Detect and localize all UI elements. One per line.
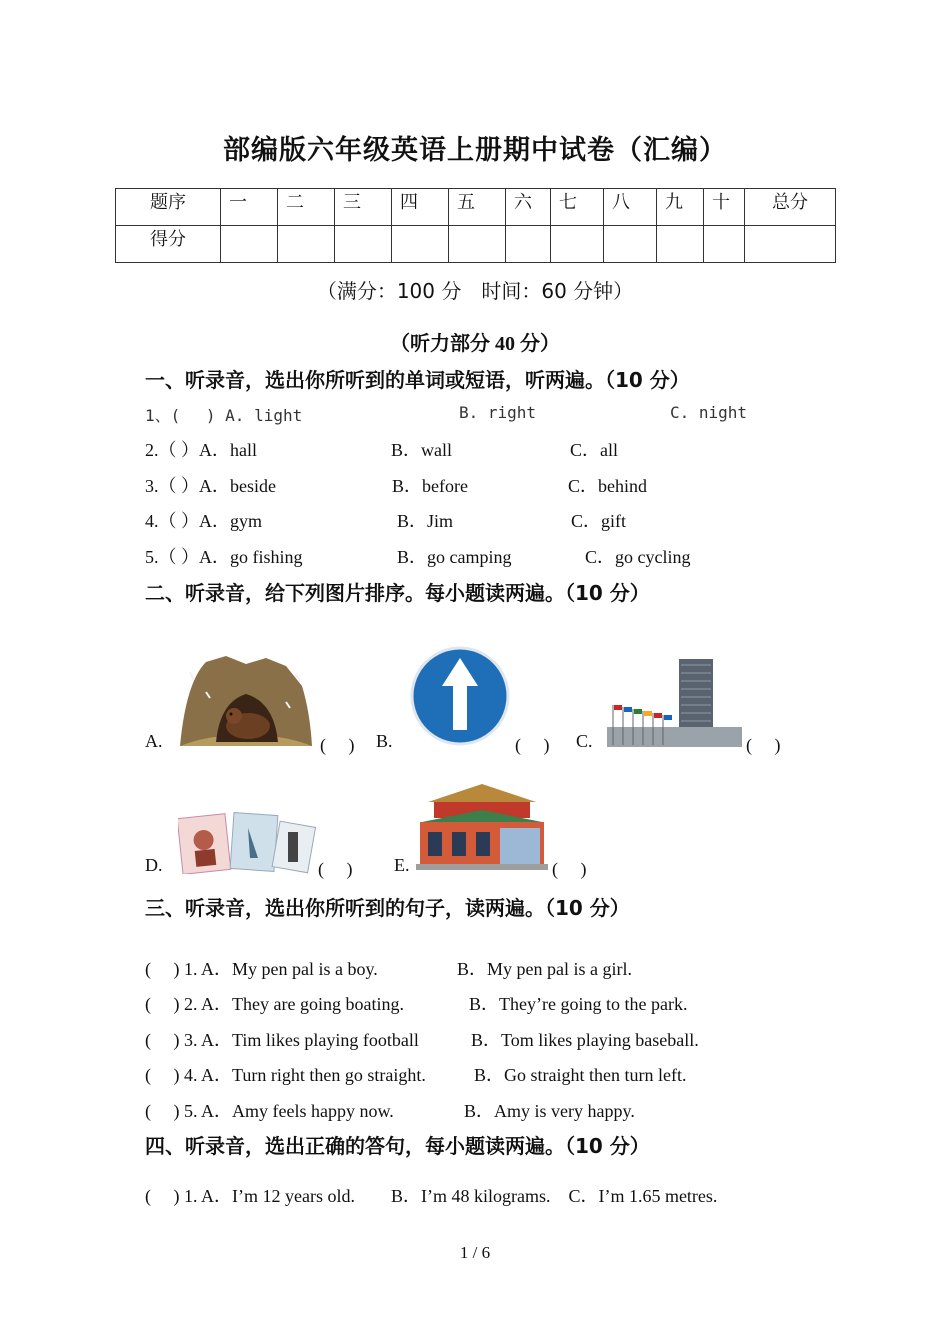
section2-heading: 二、听录音，给下列图片排序。每小题读两遍。（10 分） — [145, 581, 650, 605]
exam-info: （满分：100 分 时间：60 分钟） — [316, 279, 634, 303]
s3-q3-a: ( ) 3. A．Tim likes playing football — [145, 1030, 419, 1050]
score-input-cell[interactable] — [657, 226, 704, 263]
s4-q1: ( ) 1. A．I’m 12 years old. B．I’m 48 kilograms. C．I’m 1.65 metres. — [145, 1186, 718, 1206]
s1-q4-b: B．Jim — [397, 511, 454, 531]
page-number: 1 / 6 — [459, 1243, 491, 1262]
bear-cave-image — [176, 652, 316, 748]
blank-c[interactable]: ( ) — [746, 735, 781, 755]
score-table — [115, 188, 836, 263]
s3-q5-b: B．Amy is very happy. — [464, 1101, 635, 1121]
s1-q5-a: 5.（ ）A．go fishing — [145, 547, 303, 567]
score-input-cell[interactable] — [604, 226, 657, 263]
section1-heading: 一、听录音，选出你所听到的单词或短语，听两遍。（10 分） — [145, 368, 690, 392]
pic-label-d: D. — [145, 855, 163, 875]
chinatown-buildings-image — [416, 780, 548, 870]
score-table-header-row — [116, 189, 836, 226]
score-cell: 十 — [704, 189, 745, 226]
s3-q2-a: ( ) 2. A．They are going boating. — [145, 994, 404, 1014]
score-input-cell[interactable] — [551, 226, 604, 263]
score-row-label: 得分 — [116, 226, 221, 263]
blank-b[interactable]: ( ) — [515, 735, 550, 755]
pic-label-e: E. — [394, 855, 410, 875]
score-cell: 四 — [392, 189, 449, 226]
s1-q3-a: 3.（ ）A．beside — [145, 476, 276, 496]
s1-q2-a: 2.（ ）A．hall — [145, 440, 257, 460]
score-cell: 五 — [449, 189, 506, 226]
score-cell: 二 — [278, 189, 335, 226]
score-input-cell[interactable] — [449, 226, 506, 263]
score-cell: 九 — [657, 189, 704, 226]
score-input-cell[interactable] — [221, 226, 278, 263]
s3-q4-b: B．Go straight then turn left. — [474, 1065, 687, 1085]
score-input-cell[interactable] — [392, 226, 449, 263]
score-input-cell[interactable] — [335, 226, 392, 263]
pic-label-a: A. — [145, 731, 163, 751]
s3-q4-a: ( ) 4. A．Turn right then go straight. — [145, 1065, 426, 1085]
section3-heading: 三、听录音，选出你所听到的句子，读两遍。（10 分） — [145, 896, 630, 920]
section4-heading: 四、听录音，选出正确的答句，每小题读两遍。（10 分） — [145, 1134, 650, 1158]
s1-q3-b: B．before — [392, 476, 468, 496]
score-cell: 六 — [506, 189, 551, 226]
score-input-cell[interactable] — [704, 226, 745, 263]
score-cell: 题序 — [116, 189, 221, 226]
s3-q5-a: ( ) 5. A．Amy feels happy now. — [145, 1101, 394, 1121]
s1-q4-c: C．gift — [571, 511, 627, 531]
score-input-cell[interactable] — [745, 226, 836, 263]
score-input-cell[interactable] — [506, 226, 551, 263]
s1-q4-a: 4.（ ）A．gym — [145, 511, 262, 531]
s1-q1-a: 1、( ) A. light — [145, 406, 303, 425]
s1-q2-b: B．wall — [391, 440, 452, 460]
s3-q3-b: B．Tom likes playing baseball. — [471, 1030, 699, 1050]
pic-label-c: C. — [576, 731, 593, 751]
s1-q5-c: C．go cycling — [585, 547, 691, 567]
score-table-score-row — [116, 226, 836, 263]
go-straight-sign-image — [408, 646, 512, 746]
blank-a[interactable]: ( ) — [320, 735, 355, 755]
blank-d[interactable]: ( ) — [318, 859, 353, 879]
s1-q3-c: C．behind — [568, 476, 647, 496]
score-input-cell[interactable] — [278, 226, 335, 263]
s1-q1-b: B. right — [459, 403, 537, 422]
score-cell: 八 — [604, 189, 657, 226]
listening-header: （听力部分 40 分） — [390, 333, 560, 355]
s1-q2-c: C．all — [570, 440, 618, 460]
score-cell: 三 — [335, 189, 392, 226]
pic-label-b: B. — [376, 731, 393, 751]
stamps-image — [178, 808, 318, 874]
score-cell: 一 — [221, 189, 278, 226]
s3-q1-b: B．My pen pal is a girl. — [457, 959, 632, 979]
s1-q1-c: C. night — [670, 403, 748, 422]
score-cell: 七 — [551, 189, 604, 226]
s3-q2-b: B．They’re going to the park. — [469, 994, 688, 1014]
un-building-image — [607, 655, 742, 747]
page-title: 部编版六年级英语上册期中试卷（汇编） — [223, 135, 727, 166]
score-cell: 总分 — [745, 189, 836, 226]
s1-q5-b: B．go camping — [397, 547, 512, 567]
s3-q1-a: ( ) 1. A．My pen pal is a boy. — [145, 959, 378, 979]
blank-e[interactable]: ( ) — [552, 859, 587, 879]
